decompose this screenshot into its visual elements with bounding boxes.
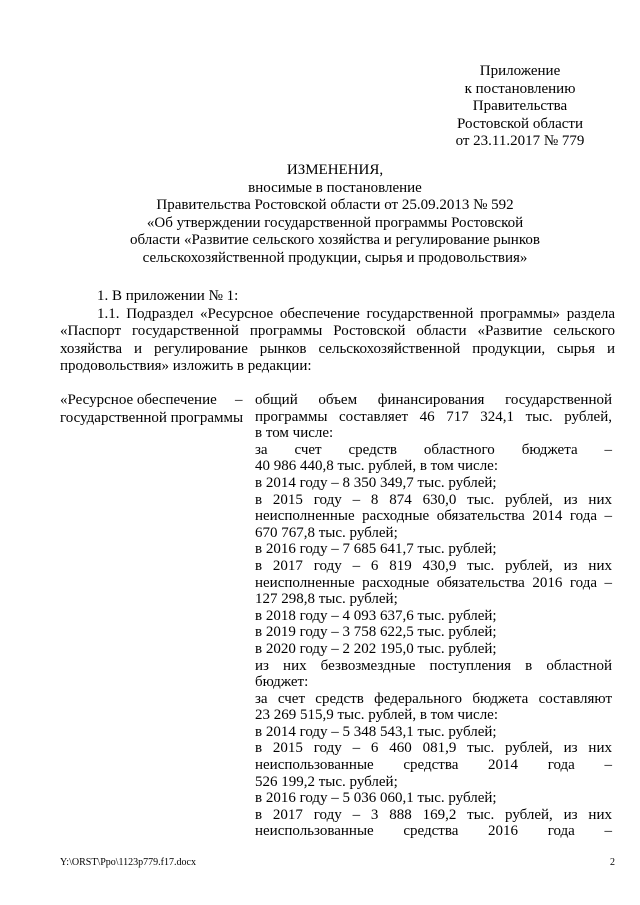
paragraph-1: 1. В приложении № 1: xyxy=(97,288,239,304)
heading-line: «Об утверждении государственной программы Ростовской xyxy=(146,214,524,231)
resource-detail-line: неиспользованные средства 2016 года – xyxy=(255,823,612,840)
resource-label xyxy=(60,392,255,427)
appendix-line: Ростовской области xyxy=(457,115,583,132)
file-path: Y:\ORST\Ppo\1123p779.f17.docx xyxy=(60,857,196,868)
heading-line: Правительства Ростовской области от 25.09.2013 № 592 xyxy=(156,197,514,213)
resource-dash: – xyxy=(235,392,243,408)
resource-detail-line: в 2015 году – 6 460 081,9 тыс. рублей, из них xyxy=(255,740,612,757)
resource-detail-line: в 2018 году – 4 093 637,6 тыс. рублей; xyxy=(255,607,497,624)
resource-detail-line: 127 298,8 тыс. рублей; xyxy=(255,591,398,608)
resource-detail-line: неиспользованные средства 2014 года – xyxy=(255,757,612,774)
appendix-line: к постановлению xyxy=(464,80,576,97)
resource-detail-line: в 2017 году – 3 888 169,2 тыс. рублей, из них xyxy=(255,806,612,823)
heading-line: сельскохозяйственной продукции, сырья и продовольствия» xyxy=(142,249,528,266)
resource-detail-line: в 2019 году – 3 758 622,5 тыс. рублей; xyxy=(255,624,497,641)
resource-detail-line: в 2015 году – 8 874 630,0 тыс. рублей, из них xyxy=(255,491,612,508)
resource-detail-line: 526 199,2 тыс. рублей; xyxy=(255,773,398,790)
resource-detail-line: бюджет: xyxy=(255,674,309,691)
resource-detail-line: в 2016 году – 5 036 060,1 тыс. рублей; xyxy=(255,790,497,807)
resource-detail-line: в 2020 году – 2 202 195,0 тыс. рублей; xyxy=(255,640,497,657)
resource-detail-line: за счет средств федерального бюджета составляют xyxy=(255,690,612,707)
resource-detail-line: в том числе: xyxy=(255,425,334,442)
resource-detail-line: 670 767,8 тыс. рублей; xyxy=(255,524,398,541)
page-number: 2 xyxy=(610,857,615,868)
resource-detail-line: 23 269 515,9 тыс. рублей, в том числе: xyxy=(255,707,499,724)
appendix-line: от 23.11.2017 № 779 xyxy=(455,133,585,149)
resource-detail-line: за счет средств областного бюджета – xyxy=(255,441,612,458)
appendix-header xyxy=(420,63,620,151)
resource-detail-line: в 2016 году – 7 685 641,7 тыс. рублей; xyxy=(255,541,497,558)
resource-label-line: «Ресурсное обеспечение xyxy=(60,392,217,408)
document-heading xyxy=(60,162,610,267)
paragraph-1-1: 1.1. Подраздел «Ресурсное обеспечение государственной программы» раздела «Паспорт государственной программы Ростовской области «Развитие сельского хозяйства и регулирование рынков сельскохозяйственной продукции, сырья и продовольствия» изложить в редакции: xyxy=(60,305,615,374)
resource-detail-line: неисполненные расходные обязательства 2016 года – xyxy=(255,574,612,591)
resource-detail-line: в 2014 году – 5 348 543,1 тыс. рублей; xyxy=(255,723,497,740)
resource-detail-line: общий объем финансирования государственной xyxy=(255,392,612,408)
heading-line: вносимые в постановление xyxy=(248,179,422,196)
heading-title: ИЗМЕНЕНИЯ, xyxy=(286,162,384,178)
resource-label-line: государственной программы xyxy=(60,409,244,426)
resource-detail-line: 40 986 440,8 тыс. рублей, в том числе: xyxy=(255,458,499,475)
body-text xyxy=(60,288,615,376)
appendix-line: Приложение xyxy=(479,63,561,79)
resource-detail-line: программы составляет 46 717 324,1 тыс. рублей, xyxy=(255,408,612,425)
appendix-line: Правительства xyxy=(472,98,568,114)
heading-line: области «Развитие сельского хозяйства и регулирование рынков xyxy=(130,232,540,248)
resource-detail-line: неисполненные расходные обязательства 2014 года – xyxy=(255,508,612,525)
resource-details xyxy=(255,392,612,840)
resource-detail-line: в 2014 году – 8 350 349,7 тыс. рублей; xyxy=(255,474,497,491)
resource-detail-line: из них безвозмездные поступления в областной xyxy=(255,657,612,674)
resource-detail-line: в 2017 году – 6 819 430,9 тыс. рублей, из них xyxy=(255,557,612,574)
